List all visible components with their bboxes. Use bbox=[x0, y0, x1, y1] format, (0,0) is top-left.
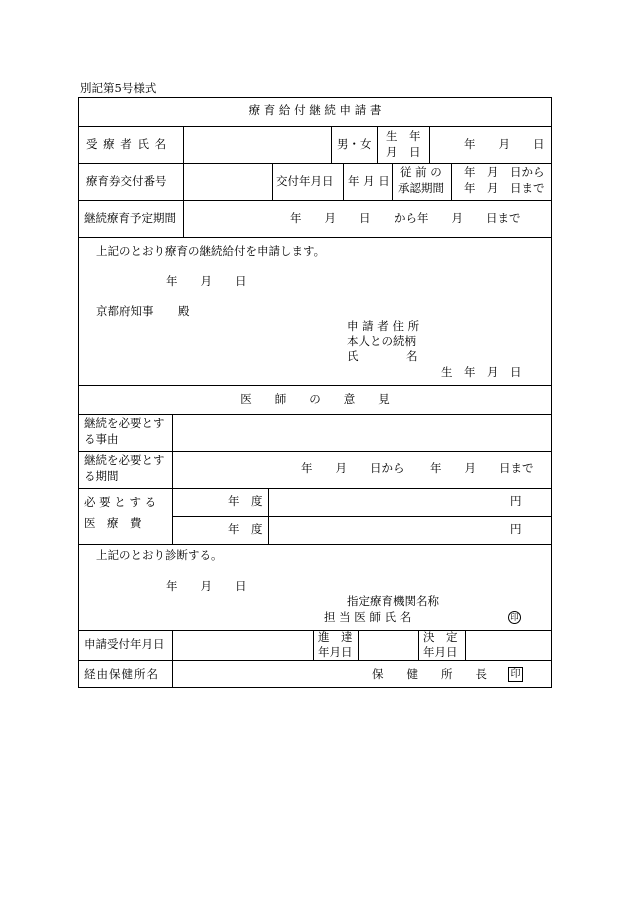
rule bbox=[78, 237, 552, 238]
rule bbox=[418, 630, 419, 660]
applicant-address-label: 申 請 者 住 所 bbox=[347, 319, 420, 333]
rule bbox=[78, 488, 552, 489]
addressee: 京都府知事 bbox=[96, 304, 154, 318]
rule bbox=[451, 163, 452, 200]
rule bbox=[313, 630, 314, 660]
applicant-name-label-b: 名 bbox=[406, 349, 418, 363]
diagnosis-date[interactable]: 年 月 日 bbox=[166, 579, 247, 593]
rule bbox=[78, 544, 552, 545]
forwarded-label-bottom: 年月日 bbox=[318, 645, 353, 659]
rule bbox=[343, 163, 344, 200]
chief-seal-icon: 印 bbox=[508, 667, 523, 682]
rule bbox=[78, 660, 552, 661]
relation-label: 本人との続柄 bbox=[347, 334, 416, 348]
form-title: 療 育 給 付 継 続 申 請 書 bbox=[248, 103, 382, 117]
needed-period-to[interactable]: 年 月 日まで bbox=[430, 461, 534, 475]
planned-period-label: 継続療育予定期間 bbox=[84, 211, 176, 225]
rule bbox=[268, 488, 269, 544]
needed-period-label-bottom: る期間 bbox=[84, 469, 119, 483]
addressee-honorific: 殿 bbox=[178, 304, 190, 318]
yen-unit-2: 円 bbox=[510, 522, 522, 536]
rule bbox=[272, 163, 273, 200]
rule bbox=[78, 200, 552, 201]
application-statement: 上記のとおり療育の継続給付を申請します。 bbox=[96, 244, 326, 258]
rule bbox=[78, 451, 552, 452]
health-center-chief-label: 保 健 所 長 bbox=[372, 667, 487, 681]
applicant-name-label-a: 氏 bbox=[347, 349, 359, 363]
rule bbox=[78, 163, 552, 164]
decided-label-top: 決 定 bbox=[423, 630, 458, 644]
decided-date-field[interactable] bbox=[466, 631, 551, 659]
rule bbox=[392, 163, 393, 200]
via-health-center-label: 経由保健所名 bbox=[84, 667, 159, 681]
fiscal-year-1[interactable]: 年 度 bbox=[228, 494, 263, 508]
issue-date[interactable]: 年 月 日 bbox=[348, 174, 390, 188]
rule bbox=[331, 126, 332, 163]
prior-period-label-bottom: 承認期間 bbox=[398, 181, 444, 195]
issue-date-label: 交付年月日 bbox=[276, 174, 334, 188]
diagnosis-statement: 上記のとおり診断する。 bbox=[96, 548, 223, 562]
planned-period-from[interactable]: 年 月 日 bbox=[290, 211, 371, 225]
birth-label-top: 生 年 bbox=[386, 129, 421, 143]
forwarded-label-top: 進 達 bbox=[318, 630, 353, 644]
patient-birth-date[interactable]: 年 月 日 bbox=[464, 137, 545, 151]
planned-period-to[interactable]: から年 月 日まで bbox=[394, 211, 521, 225]
prior-period-to[interactable]: 年 月 日まで bbox=[464, 181, 545, 195]
rule bbox=[172, 516, 552, 517]
attending-doctor-label: 担 当 医 師 氏 名 bbox=[324, 610, 412, 624]
received-date-label: 申請受付年月日 bbox=[84, 637, 165, 651]
sex-option[interactable]: 男・女 bbox=[337, 137, 372, 151]
needed-period-label-top: 継続を必要とす bbox=[84, 453, 165, 467]
application-date[interactable]: 年 月 日 bbox=[166, 274, 247, 288]
forwarded-date-field[interactable] bbox=[359, 631, 417, 659]
medical-cost-label-bottom: 医 療 費 bbox=[84, 516, 142, 530]
certificate-number-field[interactable] bbox=[184, 164, 271, 199]
prior-period-from[interactable]: 年 月 日から bbox=[464, 165, 545, 179]
rule bbox=[78, 385, 552, 386]
yen-unit-1: 円 bbox=[510, 494, 522, 508]
form-number: 別記第5号様式 bbox=[80, 81, 157, 95]
certificate-number-label: 療育券交付番号 bbox=[86, 174, 167, 188]
fiscal-year-2[interactable]: 年 度 bbox=[228, 522, 263, 536]
patient-name-label: 受 療 者 氏 名 bbox=[86, 137, 168, 151]
institution-label: 指定療育機関名称 bbox=[347, 594, 439, 608]
reason-label-top: 継続を必要とす bbox=[84, 416, 165, 430]
prior-period-label-top: 従 前 の bbox=[400, 165, 442, 179]
rule bbox=[429, 126, 430, 163]
decided-label-bottom: 年月日 bbox=[423, 645, 458, 659]
doctor-opinion-header: 医 師 の 意 見 bbox=[240, 392, 390, 406]
patient-name-field[interactable] bbox=[184, 127, 330, 162]
birth-label-bottom: 月 日 bbox=[386, 145, 421, 159]
needed-period-from[interactable]: 年 月 日から bbox=[301, 461, 405, 475]
rule bbox=[183, 200, 184, 237]
doctor-seal-icon: 印 bbox=[508, 611, 521, 624]
medical-cost-label-top: 必 要 と す る bbox=[84, 495, 157, 509]
rule bbox=[377, 126, 378, 163]
reason-label-bottom: る事由 bbox=[84, 432, 119, 446]
applicant-birth-date[interactable]: 生 年 月 日 bbox=[441, 365, 522, 379]
received-date-field[interactable] bbox=[173, 631, 312, 659]
reason-field[interactable] bbox=[173, 415, 551, 450]
